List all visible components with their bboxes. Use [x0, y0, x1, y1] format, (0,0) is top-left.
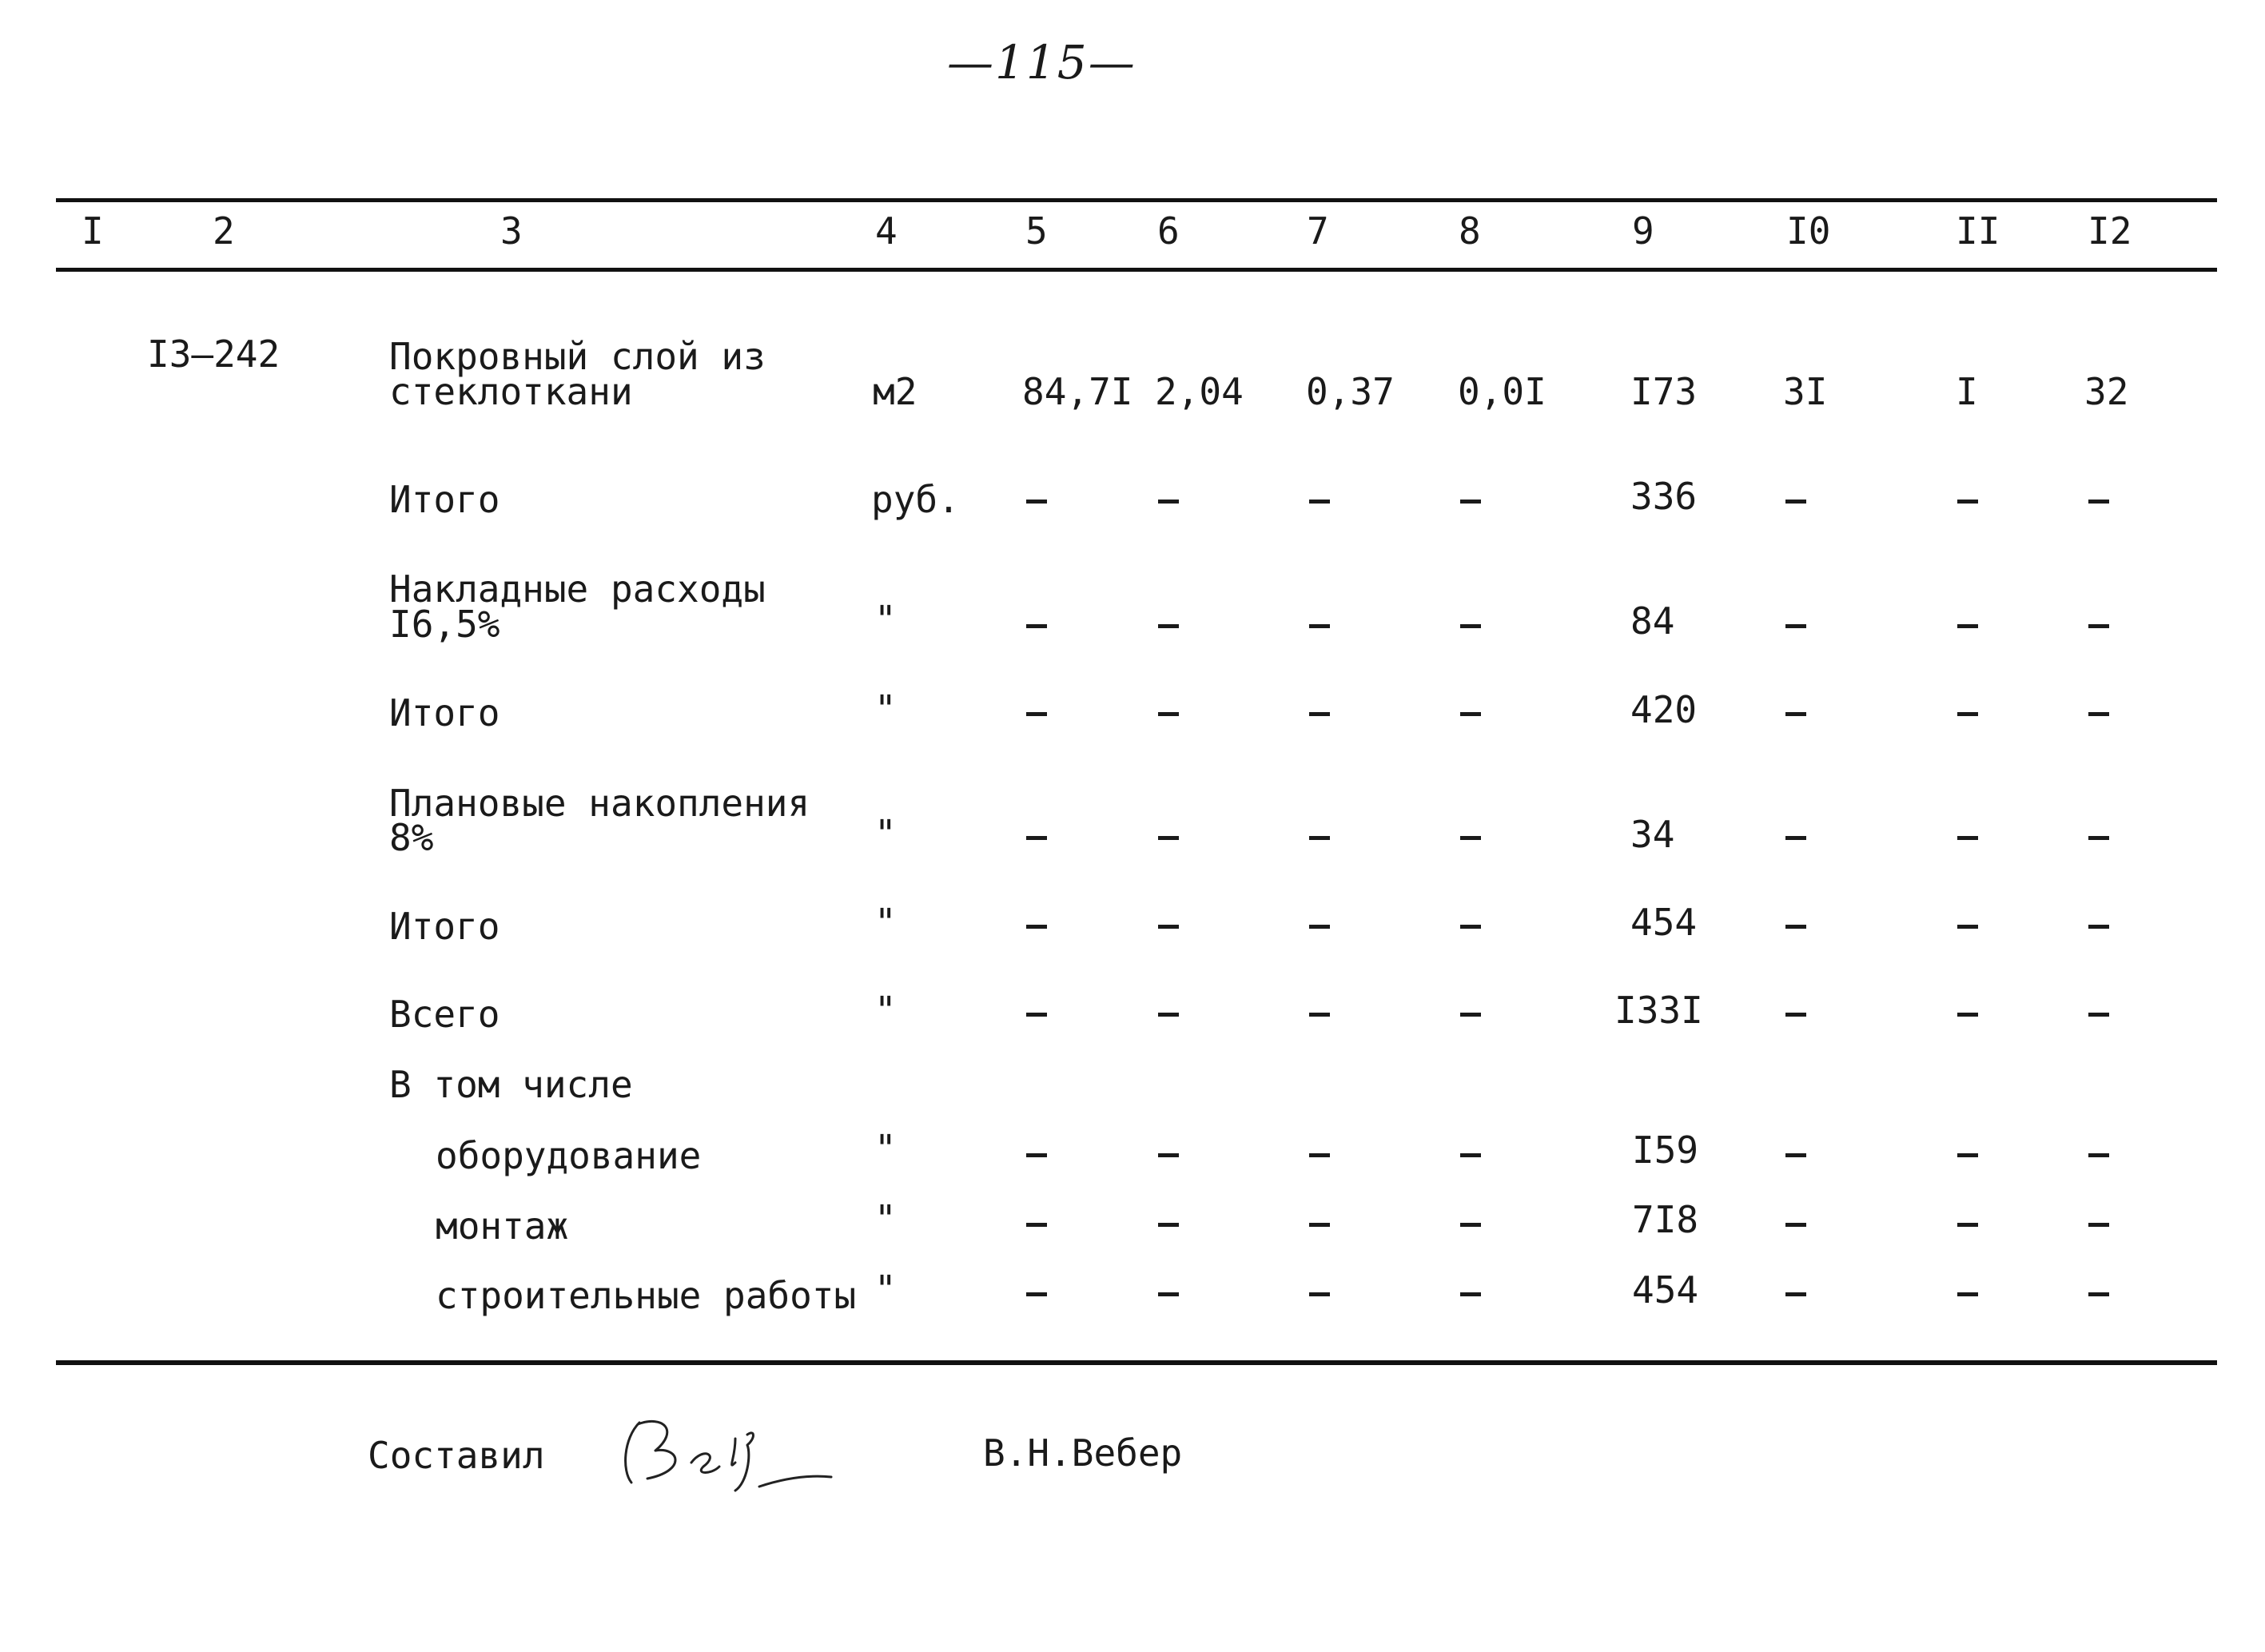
row-col9: I59: [1632, 1129, 1699, 1172]
signature: [615, 1407, 847, 1503]
dash-col10: [1785, 1013, 1806, 1017]
item-unit: м2: [873, 370, 918, 413]
dash-col11: [1957, 624, 1978, 628]
item-col9: I73: [1630, 370, 1698, 413]
row-label: монтаж: [436, 1204, 569, 1248]
row-label: Итого: [389, 478, 500, 521]
row-unit: ": [874, 598, 897, 641]
dash-col11: [1957, 1013, 1978, 1017]
dash-col5: [1026, 624, 1047, 628]
dash-col12: [2088, 1153, 2109, 1157]
col-header-1: I: [82, 209, 104, 253]
item-col8: 0,0I: [1458, 370, 1546, 413]
dash-col6: [1158, 1223, 1179, 1227]
dash-col5: [1026, 836, 1047, 840]
item-name-line2: стеклоткани: [389, 370, 633, 413]
item-col12: 32: [2084, 370, 2129, 413]
col-header-6: 6: [1157, 209, 1180, 253]
dash-col12: [2088, 624, 2109, 628]
row-label-line1: Плановые накопления: [389, 782, 810, 825]
row-unit: ": [874, 812, 897, 855]
row-col9: 454: [1630, 901, 1698, 944]
dash-col5: [1026, 1153, 1047, 1157]
dash-col6: [1158, 1153, 1179, 1157]
page-number: —115—: [947, 35, 1136, 90]
row-col9: 420: [1630, 688, 1698, 731]
row-label-line1: Накладные расходы: [389, 567, 766, 611]
item-col6: 2,04: [1155, 370, 1244, 413]
row-unit: ": [874, 1268, 897, 1311]
row-col9: 336: [1630, 475, 1698, 518]
dash-col8: [1460, 1292, 1481, 1296]
dash-col5: [1026, 1292, 1047, 1296]
row-unit: ": [874, 1197, 897, 1240]
dash-col11: [1957, 925, 1978, 929]
row-label: В том числе: [389, 1063, 633, 1106]
dash-col11: [1957, 1153, 1978, 1157]
dash-col10: [1785, 712, 1806, 716]
dash-col10: [1785, 1223, 1806, 1227]
row-label: Итого: [389, 691, 500, 734]
row-unit: ": [874, 901, 897, 944]
col-header-9: 9: [1632, 209, 1654, 253]
dash-col5: [1026, 1013, 1047, 1017]
row-label: Итого: [389, 905, 500, 948]
col-header-4: 4: [875, 209, 898, 253]
dash-col10: [1785, 1292, 1806, 1296]
dash-col6: [1158, 925, 1179, 929]
dash-col7: [1309, 1223, 1330, 1227]
dash-col8: [1460, 624, 1481, 628]
dash-col6: [1158, 1292, 1179, 1296]
dash-col6: [1158, 624, 1179, 628]
dash-col8: [1460, 836, 1481, 840]
row-label-line2: 8%: [389, 816, 434, 859]
row-unit: ": [874, 1127, 897, 1170]
row-label-line2: I6,5%: [389, 603, 500, 646]
dash-col12: [2088, 836, 2109, 840]
dash-col5: [1026, 712, 1047, 716]
col-header-2: 2: [213, 209, 235, 253]
col-header-7: 7: [1307, 209, 1329, 253]
dash-col11: [1957, 1223, 1978, 1227]
dash-col8: [1460, 712, 1481, 716]
dash-col12: [2088, 1223, 2109, 1227]
dash-col8: [1460, 1013, 1481, 1017]
row-unit: руб.: [871, 478, 960, 521]
row-col9: 34: [1630, 813, 1675, 856]
dash-col6: [1158, 1013, 1179, 1017]
row-unit: ": [874, 989, 897, 1032]
item-col10: 3I: [1783, 370, 1828, 413]
col-header-5: 5: [1025, 209, 1048, 253]
dash-col10: [1785, 836, 1806, 840]
dash-col7: [1309, 925, 1330, 929]
row-unit: ": [874, 687, 897, 730]
dash-col7: [1309, 712, 1330, 716]
dash-col10: [1785, 1153, 1806, 1157]
col-header-8: 8: [1459, 209, 1481, 253]
row-label: оборудование: [436, 1134, 702, 1177]
dash-col7: [1309, 1292, 1330, 1296]
dash-col6: [1158, 712, 1179, 716]
dash-col12: [2088, 712, 2109, 716]
dash-col8: [1460, 1153, 1481, 1157]
item-name-line1: Покровный слой из: [389, 335, 766, 378]
compiled-by-label: Составил: [368, 1434, 545, 1477]
item-col11: I: [1956, 370, 1978, 413]
dash-col11: [1957, 500, 1978, 504]
dash-col8: [1460, 925, 1481, 929]
header-bottom-rule: [56, 268, 2217, 272]
item-col5: 84,7I: [1022, 370, 1133, 413]
dash-col10: [1785, 624, 1806, 628]
col-header-12: I2: [2088, 209, 2132, 253]
row-col9: 454: [1632, 1268, 1699, 1312]
row-label: Всего: [389, 993, 500, 1036]
col-header-3: 3: [500, 209, 523, 253]
dash-col12: [2088, 1292, 2109, 1296]
col-header-11: II: [1956, 209, 2000, 253]
row-col9: 84: [1630, 599, 1675, 643]
dash-col12: [2088, 500, 2109, 504]
dash-col11: [1957, 1292, 1978, 1296]
row-col9: I33I: [1614, 989, 1703, 1032]
compiler-name: В.Н.Вебер: [983, 1431, 1183, 1475]
row-label: строительные работы: [436, 1274, 857, 1317]
dash-col7: [1309, 1153, 1330, 1157]
dash-col11: [1957, 712, 1978, 716]
dash-col8: [1460, 500, 1481, 504]
dash-col6: [1158, 836, 1179, 840]
dash-col7: [1309, 624, 1330, 628]
table-top-rule: [56, 198, 2217, 202]
dash-col10: [1785, 500, 1806, 504]
item-code: I3–242: [147, 332, 281, 376]
dash-col5: [1026, 925, 1047, 929]
dash-col6: [1158, 500, 1179, 504]
table-bottom-rule: [56, 1360, 2217, 1365]
col-header-10: I0: [1786, 209, 1831, 253]
dash-col5: [1026, 1223, 1047, 1227]
dash-col5: [1026, 500, 1047, 504]
dash-col7: [1309, 500, 1330, 504]
dash-col7: [1309, 1013, 1330, 1017]
dash-col8: [1460, 1223, 1481, 1227]
dash-col11: [1957, 836, 1978, 840]
item-col7: 0,37: [1306, 370, 1395, 413]
row-col9: 7I8: [1632, 1198, 1699, 1241]
dash-col7: [1309, 836, 1330, 840]
dash-col12: [2088, 925, 2109, 929]
dash-col12: [2088, 1013, 2109, 1017]
dash-col10: [1785, 925, 1806, 929]
